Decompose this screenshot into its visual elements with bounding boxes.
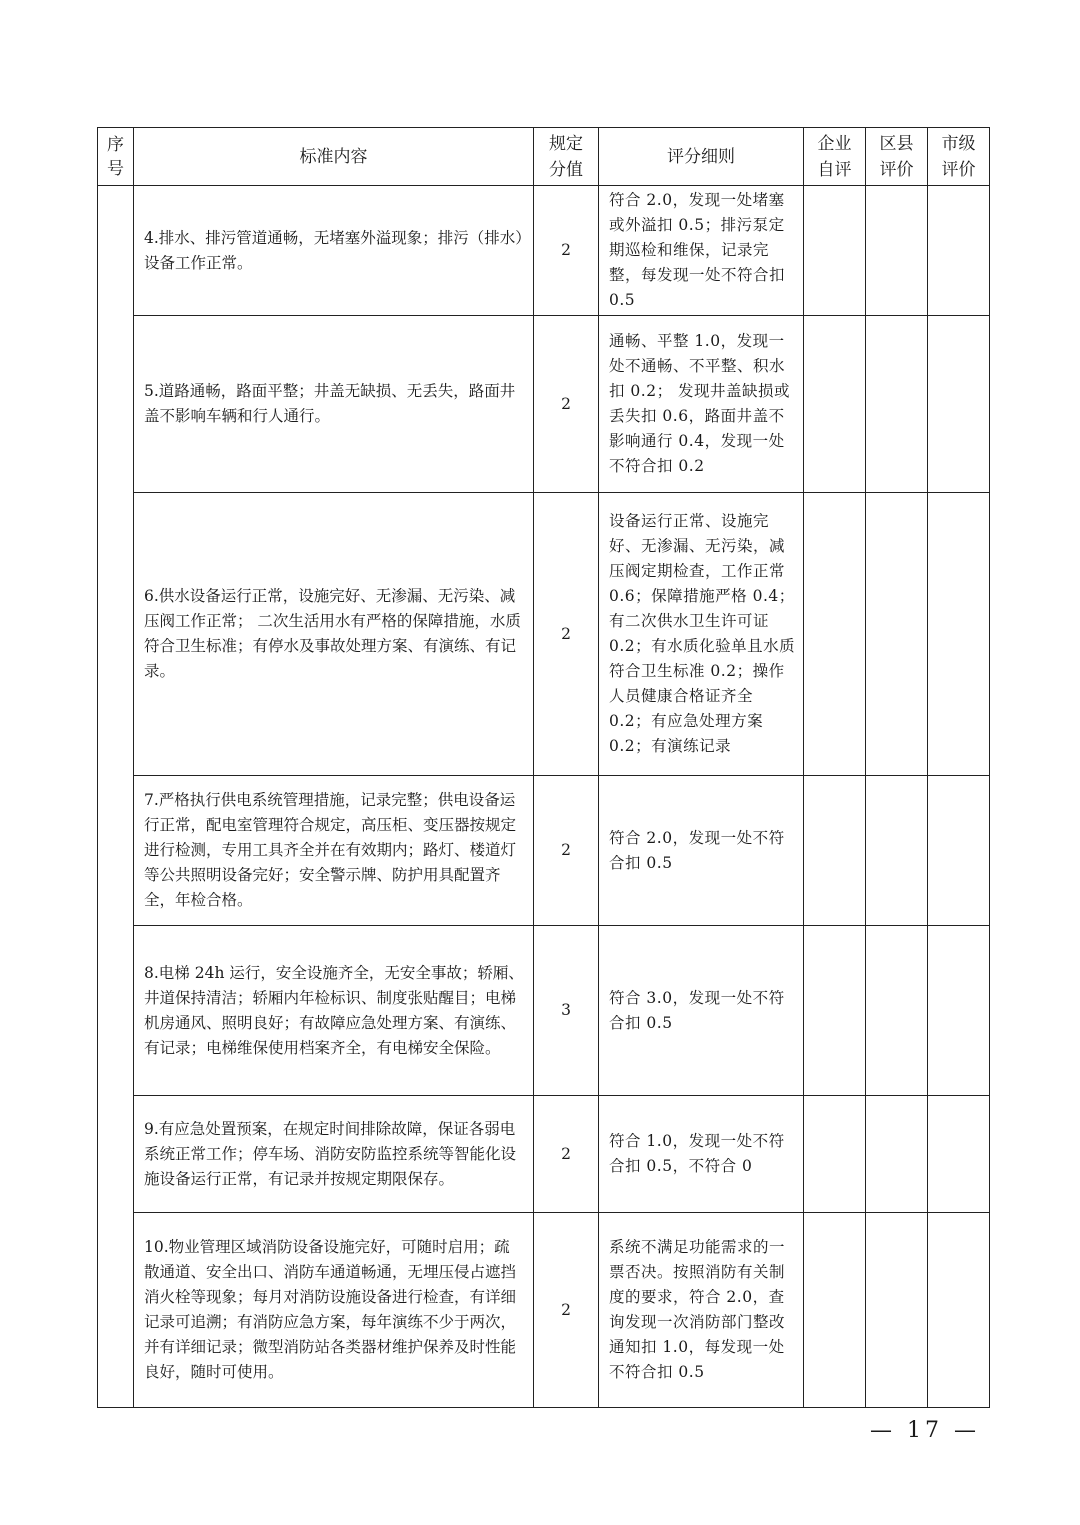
detail-cell: 设备运行正常、设施完好、无渗漏、无污染，减压阀定期检查，工作正常 0.6；保障措施严格 0.4；有二次供水卫生许可证 0.2；有水质化验单且水质符合卫生标准 0.2；操作人员健康合格证齐全 0.2；有应急处理方案 0.2；有演练记录 — [599, 493, 804, 776]
self-eval-cell[interactable] — [804, 1213, 866, 1408]
content-cell: 7.严格执行供电系统管理措施，记录完整；供电设备运行正常，配电室管理符合规定，高压柜、变压器按规定进行检测，专用工具齐全并在有效期内；路灯、楼道灯等公共照明设备完好；安全警示牌、防护用具配置齐全，年检合格。 — [134, 776, 534, 926]
detail-cell: 符合 2.0，发现一处不符合扣 0.5 — [599, 776, 804, 926]
city-eval-cell[interactable] — [928, 926, 990, 1096]
district-eval-cell[interactable] — [866, 1213, 928, 1408]
header-self-eval: 企业自评 — [804, 128, 866, 186]
score-cell: 2 — [534, 186, 599, 316]
city-eval-cell[interactable] — [928, 776, 990, 926]
detail-cell: 符合 1.0，发现一处不符合扣 0.5，不符合 0 — [599, 1096, 804, 1213]
header-seq: 序号 — [98, 128, 134, 186]
city-eval-cell[interactable] — [928, 493, 990, 776]
content-cell: 4.排水、排污管道通畅，无堵塞外溢现象；排污（排水）设备工作正常。 — [134, 186, 534, 316]
district-eval-cell[interactable] — [866, 926, 928, 1096]
header-district-eval: 区县评价 — [866, 128, 928, 186]
self-eval-cell[interactable] — [804, 926, 866, 1096]
score-cell: 3 — [534, 926, 599, 1096]
content-cell: 5.道路通畅，路面平整；井盖无缺损、无丢失，路面井盖不影响车辆和行人通行。 — [134, 316, 534, 493]
district-eval-cell[interactable] — [866, 776, 928, 926]
district-eval-cell[interactable] — [866, 316, 928, 493]
self-eval-cell[interactable] — [804, 186, 866, 316]
self-eval-cell[interactable] — [804, 776, 866, 926]
district-eval-cell[interactable] — [866, 186, 928, 316]
city-eval-cell[interactable] — [928, 1096, 990, 1213]
score-cell: 2 — [534, 1213, 599, 1408]
header-content: 标准内容 — [134, 128, 534, 186]
detail-cell: 系统不满足功能需求的一票否决。按照消防有关制度的要求，符合 2.0，查询发现一次消防部门整改通知扣 1.0，每发现一处不符合扣 0.5 — [599, 1213, 804, 1408]
district-eval-cell[interactable] — [866, 493, 928, 776]
table-row — [98, 1096, 990, 1213]
content-cell: 10.物业管理区域消防设备设施完好，可随时启用；疏散通道、安全出口、消防车通道畅通，无埋压侵占遮挡消火栓等现象；每月对消防设施设备进行检查，有详细记录可追溯；有消防应急方案，每年演练不少于两次，并有详细记录；微型消防站各类器材维护保养及时性能良好，随时可使用。 — [134, 1213, 534, 1408]
score-cell: 2 — [534, 1096, 599, 1213]
city-eval-cell[interactable] — [928, 316, 990, 493]
page-number: — 17 — — [870, 1418, 980, 1443]
table-row — [98, 1213, 990, 1408]
table-row — [98, 926, 990, 1096]
header-detail: 评分细则 — [599, 128, 804, 186]
evaluation-table — [97, 127, 990, 1408]
self-eval-cell[interactable] — [804, 493, 866, 776]
content-cell: 8.电梯 24h 运行，安全设施齐全，无安全事故；轿厢、井道保持清洁；轿厢内年检标识、制度张贴醒目；电梯机房通风、照明良好；有故障应急处理方案、有演练、有记录；电梯维保使用档案齐全，有电梯安全保险。 — [134, 926, 534, 1096]
detail-cell: 符合 2.0，发现一处堵塞或外溢扣 0.5；排污泵定期巡检和维保，记录完整，每发现一处不符合扣 0.5 — [599, 186, 804, 316]
district-eval-cell[interactable] — [866, 1096, 928, 1213]
seq-cell — [98, 186, 134, 1408]
city-eval-cell[interactable] — [928, 186, 990, 316]
header-row — [98, 128, 990, 186]
self-eval-cell[interactable] — [804, 316, 866, 493]
score-cell: 2 — [534, 316, 599, 493]
content-cell: 9.有应急处置预案，在规定时间排除故障，保证各弱电系统正常工作；停车场、消防安防监控系统等智能化设施设备运行正常，有记录并按规定期限保存。 — [134, 1096, 534, 1213]
detail-cell: 符合 3.0，发现一处不符合扣 0.5 — [599, 926, 804, 1096]
table-row — [98, 186, 990, 316]
table-row — [98, 316, 990, 493]
table-row — [98, 493, 990, 776]
header-score: 规定分值 — [534, 128, 599, 186]
self-eval-cell[interactable] — [804, 1096, 866, 1213]
table-row — [98, 776, 990, 926]
content-cell: 6.供水设备运行正常，设施完好、无渗漏、无污染、减压阀工作正常； 二次生活用水有严格的保障措施，水质符合卫生标准；有停水及事故处理方案、有演练、有记录。 — [134, 493, 534, 776]
city-eval-cell[interactable] — [928, 1213, 990, 1408]
score-cell: 2 — [534, 493, 599, 776]
score-cell: 2 — [534, 776, 599, 926]
detail-cell: 通畅、平整 1.0，发现一处不通畅、不平整、积水扣 0.2； 发现井盖缺损或丢失扣 0.6，路面井盖不影响通行 0.4，发现一处不符合扣 0.2 — [599, 316, 804, 493]
header-city-eval: 市级评价 — [928, 128, 990, 186]
